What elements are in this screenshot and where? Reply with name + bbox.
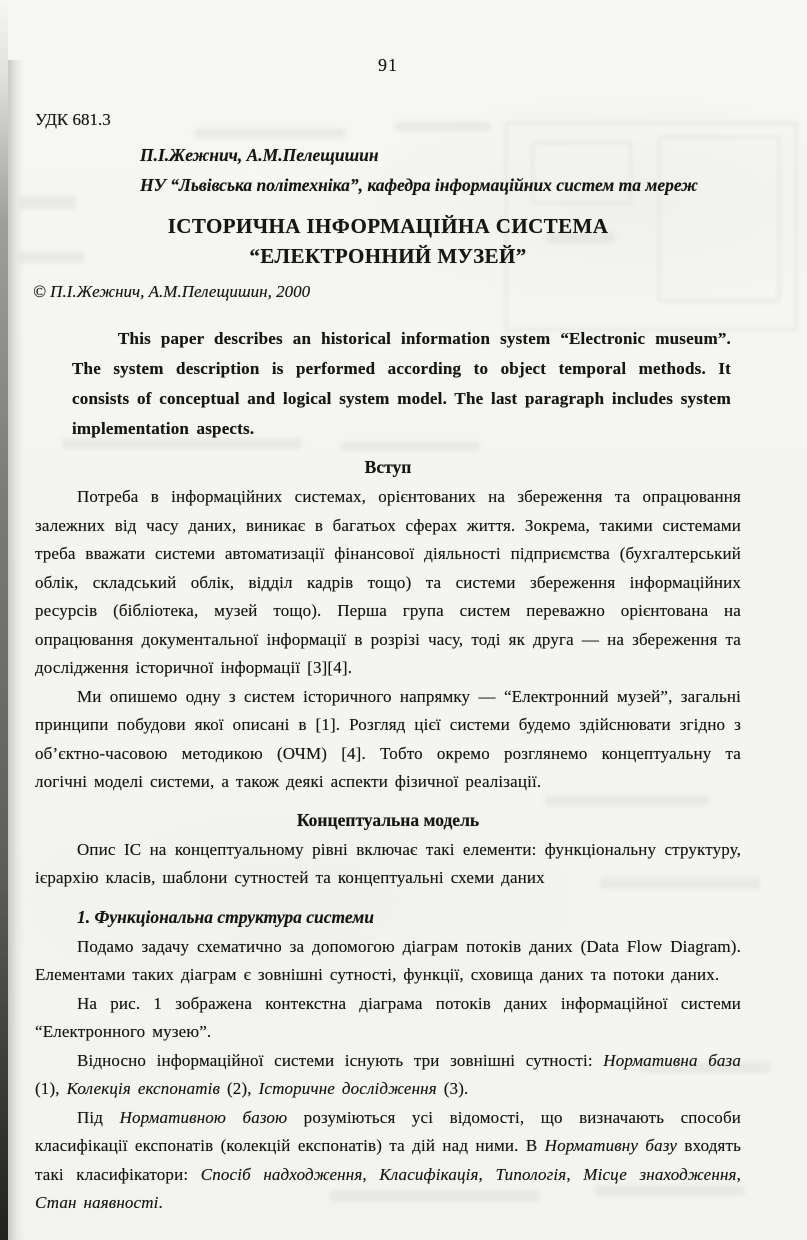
text-run: Опис ІС на концептуальному рівні включає такі елементи: функціональну структуру, ієрархію класів, шаблони сутностей та концептуальні схеми даних	[35, 839, 741, 887]
text-run: входять такі класифікатори:	[35, 1136, 742, 1184]
paragraph	[35, 1104, 741, 1218]
text-run: ,	[362, 1164, 380, 1184]
emphasis-text: Спосіб надходження	[200, 1164, 363, 1184]
authors-line: П.І.Жежнич, А.М.Пелещишин	[140, 145, 379, 165]
udc-code: УДК 681.3	[35, 110, 111, 129]
text-run: (1),	[35, 1079, 67, 1098]
subsection-heading: 1. Функціональна структура системи	[77, 906, 374, 927]
text-run: Під	[77, 1107, 120, 1127]
text-run: ,	[478, 1164, 496, 1184]
paragraph	[35, 836, 741, 893]
text-run: (2),	[220, 1079, 259, 1098]
scan-edge-shadow	[8, 60, 24, 1240]
text-run: Відносно інформаційної системи існують три зовнішні сутності:	[77, 1050, 604, 1070]
text-run: Потреба в інформаційних системах, орієнтованих на збереження та опрацювання залежних від часу даних, виникає в багатьох сферах життя. Зокрема, такими системами треба вважати системи автоматизації фінансової діяльності підприємства (бухгалтерський облік, складський облік, відділ кадрів тощо) та системи збереження інформаційних ресурсів (бібліотека, музей тощо). Перша група систем переважно орієнтована на опрацювання документальної інформації в розрізі часу, тоді як друга — на збереження та дослідження історичної інформації [3][4].	[35, 487, 741, 677]
text-run: На рис. 1 зображена контекстна діаграма потоків даних інформаційної системи “Електронного музею”.	[35, 993, 741, 1041]
abstract-text: This paper describes an historical information system “Electronic museum”. The system description is performed according to object temporal methods. It consists of conceptual and logical system model. The last paragraph includes system implementation aspects.	[72, 329, 731, 438]
emphasis-text: Колекція експонатів	[66, 1079, 221, 1098]
affiliation-line: НУ “Львівська політехніка”, кафедра інформаційних систем та мереж	[140, 175, 698, 195]
paragraph	[35, 933, 741, 990]
paper-title-line2: “ЕЛЕКТРОННИЙ МУЗЕЙ”	[249, 244, 527, 268]
text-run: Ми опишемо одну з систем історичного напрямку — “Електронний музей”, загальні принципи побудови якої описані в [1]. Розгляд цієї системи будемо здійснювати згідно з об’єктно-часовою методикою (ОЧМ) [4]. Тобто окремо розглянемо концептуальну та логічні моделі системи, а також деякі аспекти фізичної реалізації.	[35, 686, 741, 791]
text-run: ,	[736, 1164, 741, 1184]
paper-title	[35, 211, 741, 271]
scan-edge-dark-band	[0, 0, 8, 1240]
emphasis-text: Типологія	[495, 1164, 567, 1184]
paragraph	[35, 483, 741, 683]
text-run: ,	[566, 1164, 584, 1184]
emphasis-text: Класифікація	[379, 1164, 479, 1184]
section-heading: Вступ	[364, 457, 412, 477]
paragraph	[35, 683, 741, 797]
paragraph	[35, 1047, 741, 1104]
page-content	[35, 0, 741, 1218]
section-heading: Концептуальна модель	[296, 809, 480, 830]
copyright-line: © П.І.Жежнич, А.М.Пелещишин, 2000	[33, 282, 311, 301]
text-run: (3).	[436, 1079, 469, 1098]
paragraph	[35, 990, 741, 1047]
paper-title-line1: ІСТОРИЧНА ІНФОРМАЦІЙНА СИСТЕМА	[167, 214, 609, 238]
emphasis-text: Нормативною базою	[119, 1107, 288, 1127]
emphasis-text: Нормативна база	[603, 1050, 741, 1070]
emphasis-text: Нормативну базу	[544, 1136, 678, 1155]
article-body	[35, 457, 741, 1218]
text-run: Подамо задачу схематично за допомогою діаграм потоків даних (Data Flow Diagram). Елементами таких діаграм є зовнішні сутності, функції, сховища даних та потоки даних.	[35, 936, 741, 984]
text-run: .	[158, 1193, 163, 1212]
page-number: 91	[378, 55, 398, 75]
emphasis-text: Історичне дослідження	[258, 1079, 437, 1098]
text-run: розуміються усі відомості, що визначають способи класифікації експонатів (колекцій експонатів) та дій над ними. В	[35, 1107, 742, 1155]
emphasis-text: Стан наявності	[35, 1193, 159, 1212]
emphasis-text: Місце знаходження	[583, 1164, 737, 1184]
